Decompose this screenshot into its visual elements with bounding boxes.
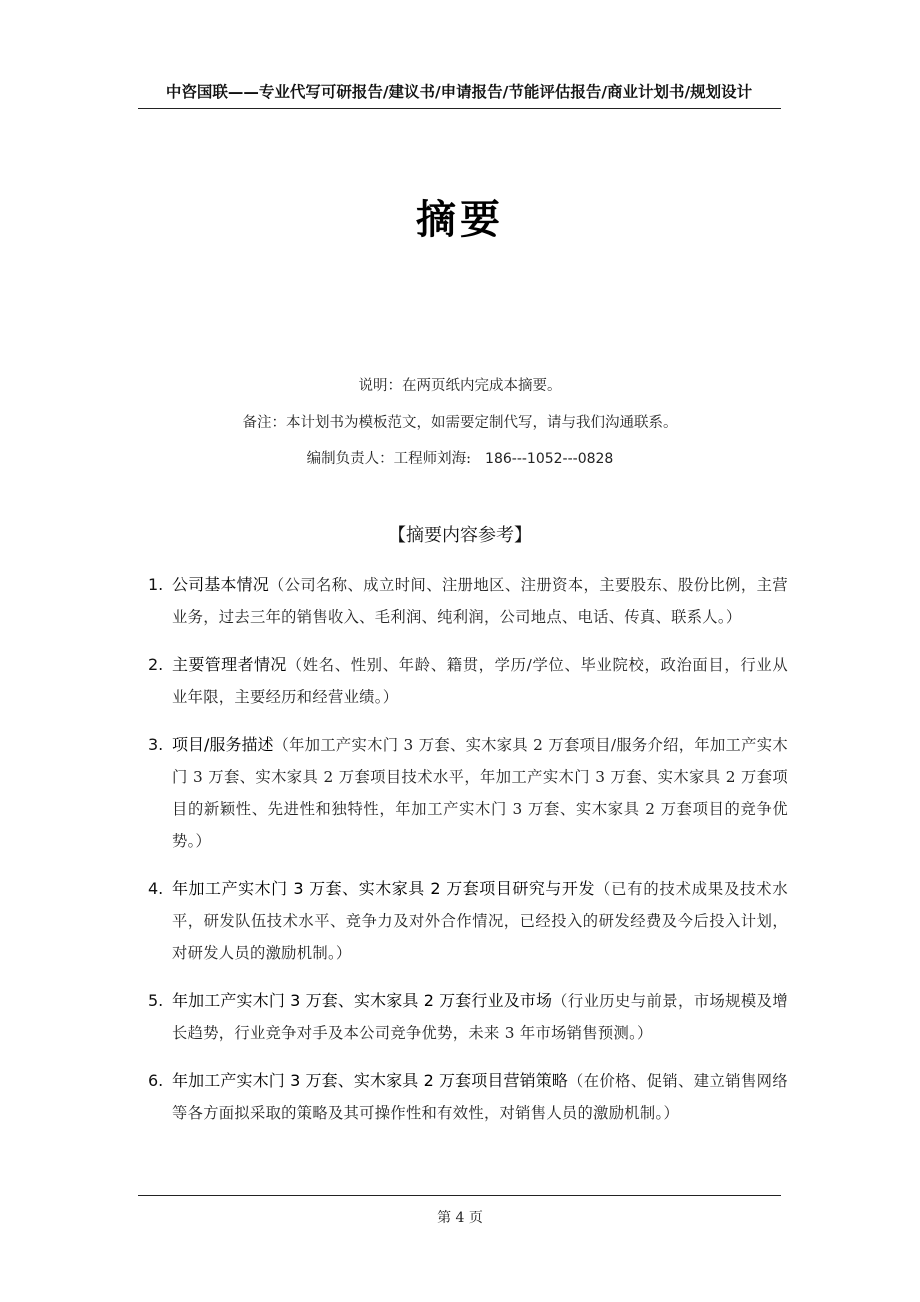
- item-heading: 项目/服务描述: [172, 735, 274, 754]
- contact-phone: 186---1052---0828: [485, 451, 614, 467]
- page-number: 第 4 页: [437, 1210, 483, 1226]
- item-number: 5.: [148, 991, 164, 1010]
- list-item: [148, 985, 788, 1049]
- item-description: （年加工产实木门 3 万套、实木家具 2 万套项目/服务介绍，年加工产实木门 3 万套、实木家具 2 万套项目技术水平，年加工产实木门 3 万套、实木家具 2 万套项目的新颖性、先进性和独特性，年加工产实木门 3 万套、实木家具 2 万套项目的竞争优势。）: [172, 736, 788, 850]
- list-item: [148, 873, 788, 969]
- list-item: [148, 1065, 788, 1129]
- item-description: （已有的技术成果及技术水平，研发队伍技术水平、竞争力及对外合作情况，已经投入的研发经费及今后投入计划，对研发人员的激励机制。）: [172, 880, 788, 962]
- item-number: 2.: [148, 655, 164, 674]
- item-heading: 主要管理者情况: [172, 655, 287, 674]
- page-title: 摘要: [416, 196, 504, 243]
- summary-items-list: [148, 569, 788, 1145]
- list-item: [148, 649, 788, 713]
- item-heading: 年加工产实木门 3 万套、实木家具 2 万套项目研究与开发: [172, 879, 595, 898]
- item-description: （公司名称、成立时间、注册地区、注册资本，主要股东、股份比例，主营业务，过去三年的销售收入、毛利润、纯利润，公司地点、电话、传真、联系人。）: [172, 576, 788, 626]
- note-remark: 备注：本计划书为模板范文，如需要定制代写，请与我们沟通联系。: [242, 415, 678, 431]
- list-item: [148, 729, 788, 857]
- footer-divider: [138, 1195, 781, 1196]
- header-divider: [138, 108, 781, 109]
- item-number: 4.: [148, 879, 164, 898]
- item-heading: 年加工产实木门 3 万套、实木家具 2 万套项目营销策略: [172, 1071, 568, 1090]
- contact-label: 编制负责人：工程师刘海:: [306, 451, 472, 467]
- item-heading: 公司基本情况: [172, 575, 269, 594]
- item-number: 6.: [148, 1071, 164, 1090]
- item-number: 3.: [148, 735, 164, 754]
- item-description: （在价格、促销、建立销售网络等各方面拟采取的策略及其可操作性和有效性，对销售人员的激励机制。）: [172, 1072, 788, 1122]
- item-heading: 年加工产实木门 3 万套、实木家具 2 万套行业及市场: [172, 991, 553, 1010]
- page-header: 中咨国联——专业代写可研报告/建议书/申请报告/节能评估报告/商业计划书/规划设计: [165, 83, 753, 101]
- item-description: （行业历史与前景，市场规模及增长趋势，行业竞争对手及本公司竞争优势，未来 3 年市场销售预测。）: [172, 992, 788, 1042]
- reference-heading: 【摘要内容参考】: [388, 525, 532, 546]
- item-number: 1.: [148, 575, 164, 594]
- note-contact: [0, 447, 920, 468]
- list-item: [148, 569, 788, 633]
- item-description: （姓名、性别、年龄、籍贯，学历/学位、毕业院校，政治面目，行业从业年限，主要经历和经营业绩。）: [172, 656, 788, 706]
- note-instruction: 说明：在两页纸内完成本摘要。: [358, 378, 562, 394]
